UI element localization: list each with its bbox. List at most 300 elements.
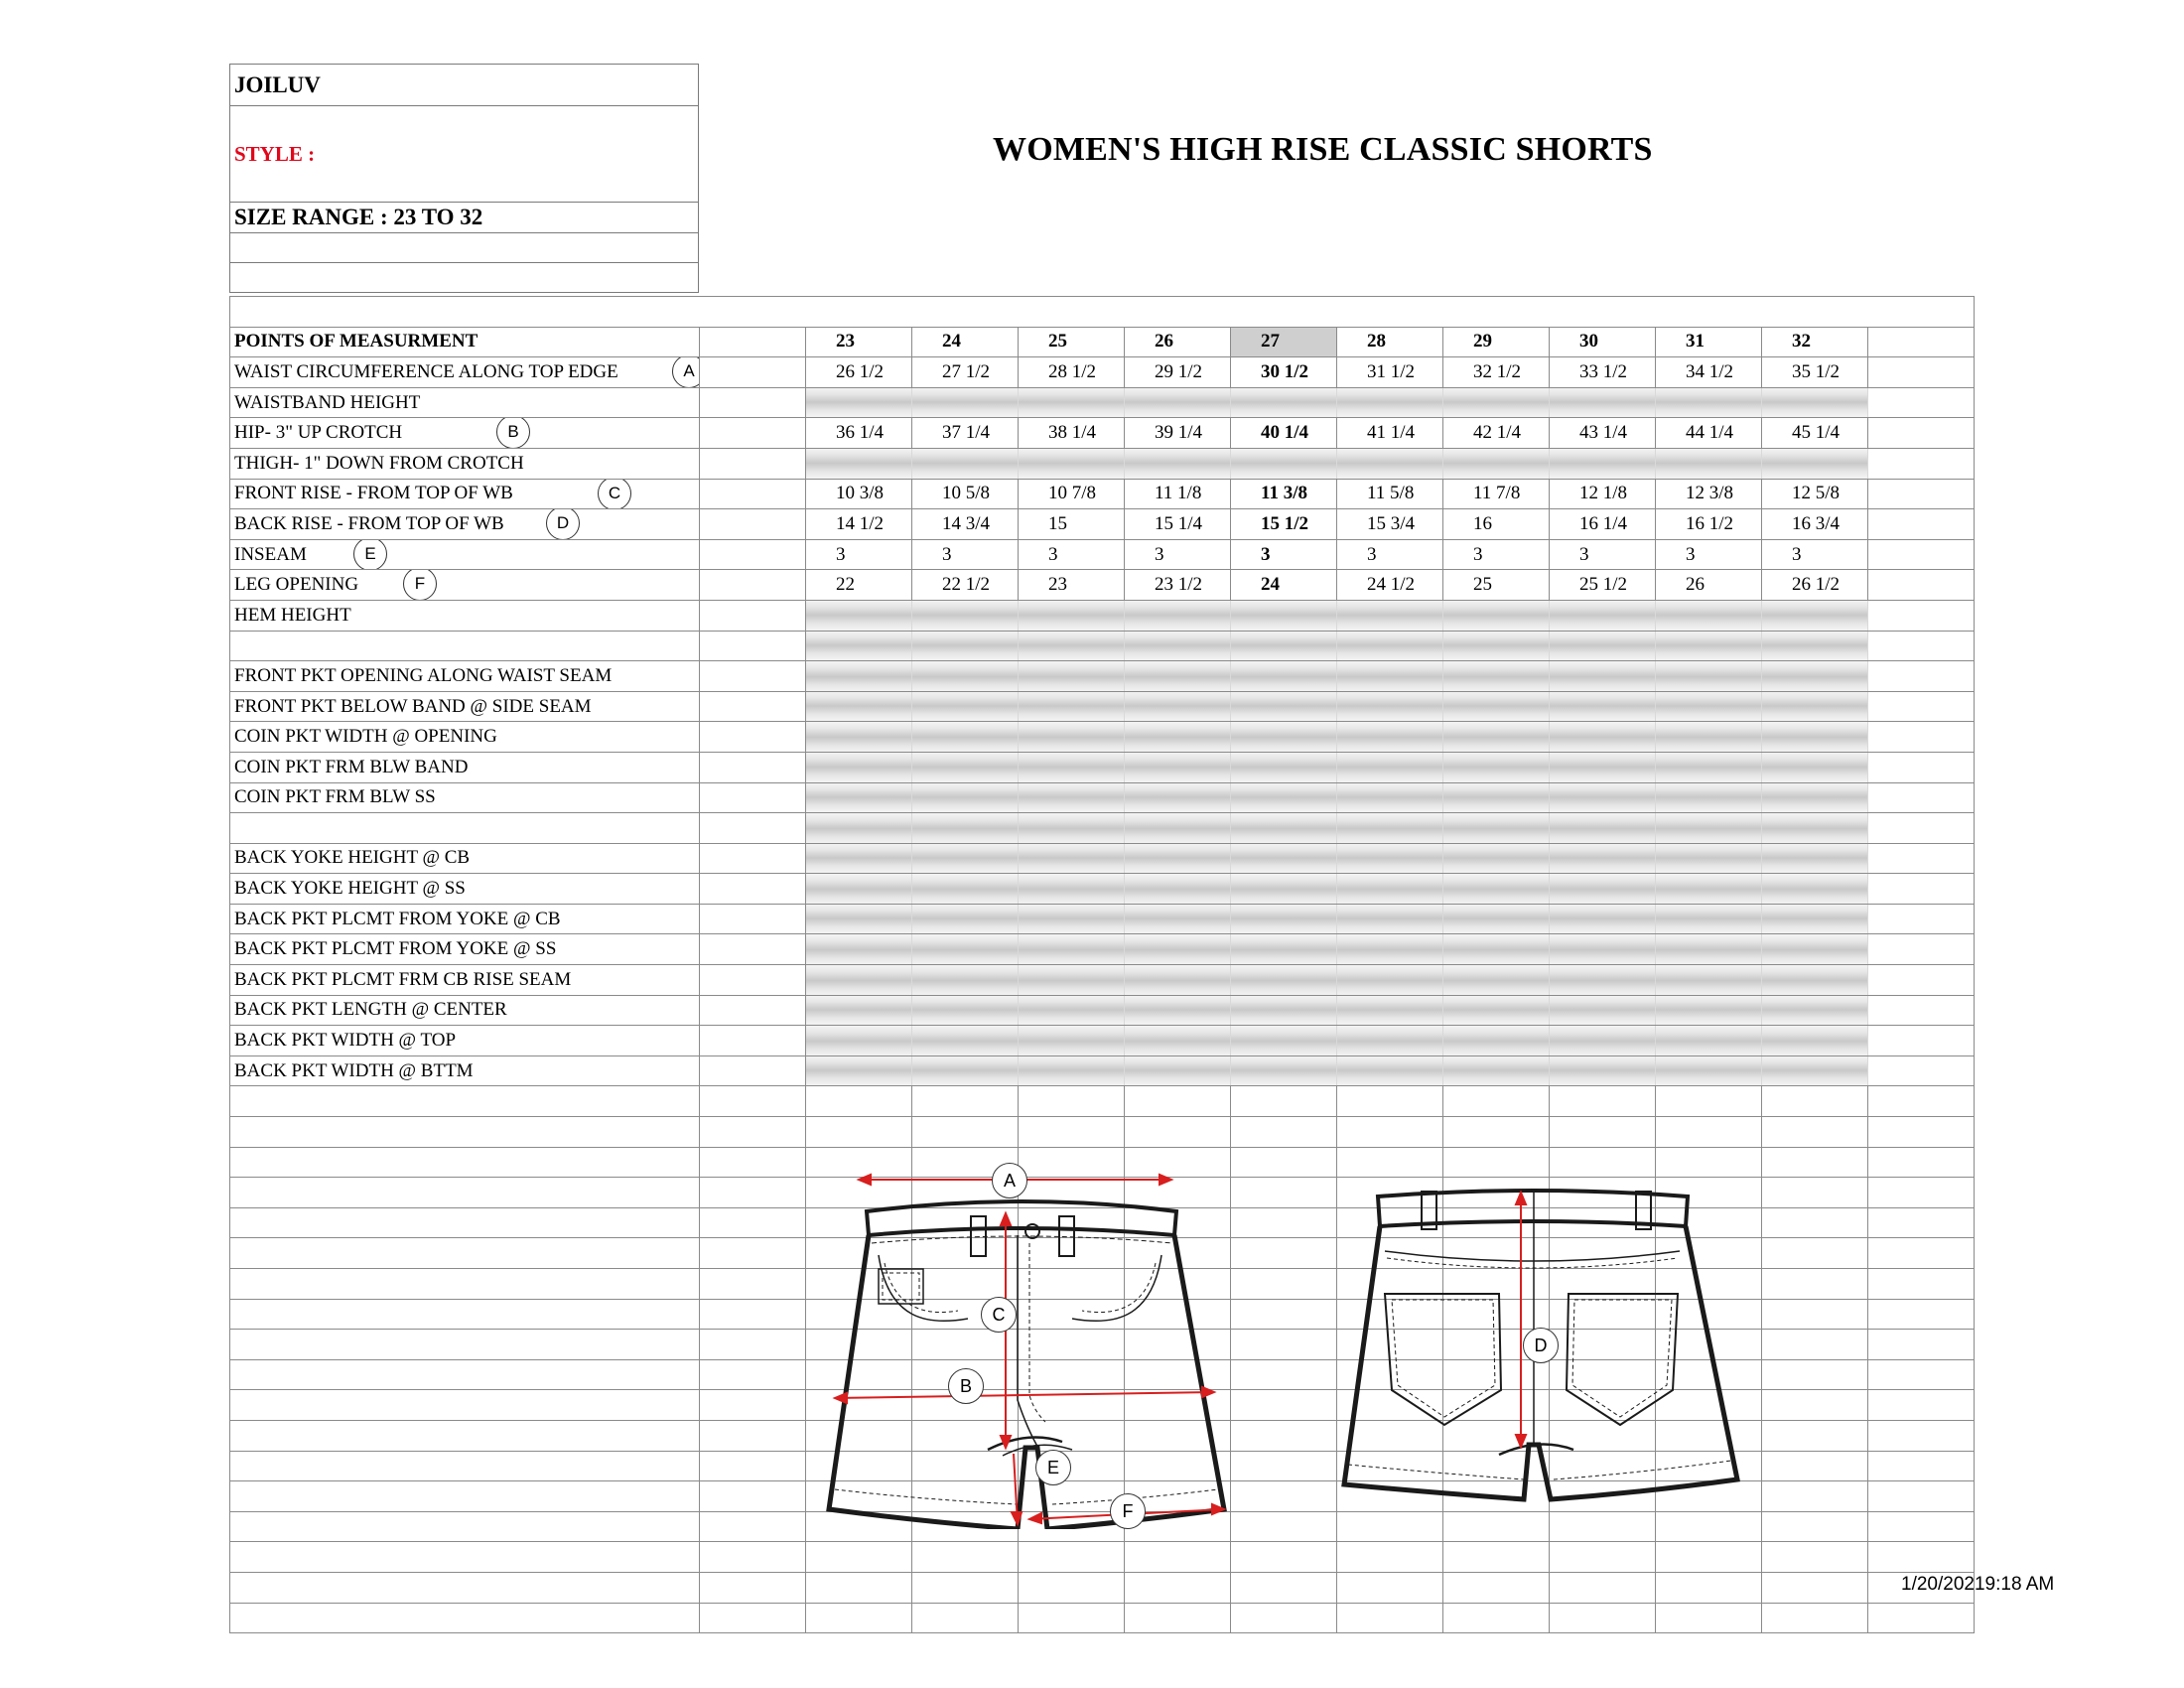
value-cell: 16 <box>1443 509 1550 540</box>
value-cell: 11 5/8 <box>1337 479 1443 509</box>
measurement-label-text: BACK PKT PLCMT FRM CB RISE SEAM <box>234 968 572 990</box>
value-cell <box>806 1055 912 1086</box>
measurement-label-text: BACK PKT WIDTH @ BTTM <box>234 1059 474 1081</box>
size-header-cell: 26 <box>1125 327 1231 357</box>
measurement-label-text: BACK YOKE HEIGHT @ SS <box>234 878 466 900</box>
measurement-label-text: BACK RISE - FROM TOP OF WB <box>234 512 504 534</box>
value-cell <box>1656 1055 1762 1086</box>
value-cell <box>912 387 1019 418</box>
measurement-bubble: C <box>598 479 631 509</box>
value-cell <box>806 387 912 418</box>
measurement-label <box>230 387 700 418</box>
value-cell <box>1762 995 1868 1026</box>
value-cell <box>1125 965 1231 996</box>
value-cell <box>1443 631 1550 661</box>
value-cell: 3 <box>1656 539 1762 570</box>
value-cell: 37 1/4 <box>912 418 1019 449</box>
value-cell <box>1762 904 1868 934</box>
value-cell <box>1443 691 1550 722</box>
value-cell <box>1550 600 1656 631</box>
size-header-cell: 24 <box>912 327 1019 357</box>
value-cell: 38 1/4 <box>1019 418 1125 449</box>
value-cell <box>1656 874 1762 905</box>
value-cell <box>1443 1055 1550 1086</box>
value-cell <box>1656 631 1762 661</box>
value-cell <box>1125 1055 1231 1086</box>
value-cell: 40 1/4 <box>1231 418 1337 449</box>
value-cell <box>1231 600 1337 631</box>
measurement-label <box>230 357 700 388</box>
value-cell <box>1231 934 1337 965</box>
measurement-label <box>230 904 700 934</box>
value-cell <box>1762 813 1868 844</box>
measurement-label-text: BACK PKT PLCMT FROM YOKE @ CB <box>234 908 561 929</box>
value-cell: 27 1/2 <box>912 357 1019 388</box>
value-cell: 23 1/2 <box>1125 570 1231 601</box>
value-cell <box>1656 448 1762 479</box>
value-cell: 3 <box>1231 539 1337 570</box>
value-cell <box>1550 1026 1656 1056</box>
measurement-label-text: FRONT RISE - FROM TOP OF WB <box>234 483 513 504</box>
value-cell <box>1762 1055 1868 1086</box>
measurement-label-text: BACK PKT PLCMT FROM YOKE @ SS <box>234 938 557 960</box>
value-cell <box>1019 631 1125 661</box>
value-cell <box>1231 1026 1337 1056</box>
value-cell <box>1019 387 1125 418</box>
value-cell <box>1125 448 1231 479</box>
value-cell <box>1337 1055 1443 1086</box>
value-cell <box>1019 965 1125 996</box>
value-cell <box>1125 843 1231 874</box>
value-cell: 26 <box>1656 570 1762 601</box>
table-row <box>230 813 1975 844</box>
value-cell <box>1443 874 1550 905</box>
sketch-bubble-c: C <box>981 1297 1017 1333</box>
pom-header: POINTS OF MEASURMENT <box>230 327 700 357</box>
value-cell <box>1125 631 1231 661</box>
value-cell: 3 <box>1019 539 1125 570</box>
value-cell: 3 <box>806 539 912 570</box>
value-cell <box>1337 1026 1443 1056</box>
value-cell <box>1550 387 1656 418</box>
value-cell <box>1019 934 1125 965</box>
value-cell <box>1443 1026 1550 1056</box>
value-cell <box>1550 722 1656 753</box>
print-timestamp: 1/20/20219:18 AM <box>1901 1574 2055 1595</box>
table-row <box>230 509 1975 540</box>
value-cell <box>912 752 1019 782</box>
measurement-label <box>230 509 700 540</box>
measurement-label <box>230 813 700 844</box>
value-cell <box>1337 752 1443 782</box>
value-cell <box>1762 965 1868 996</box>
value-cell: 25 1/2 <box>1550 570 1656 601</box>
value-cell: 24 <box>1231 570 1337 601</box>
measurement-bubble: E <box>353 539 387 570</box>
value-cell: 15 1/4 <box>1125 509 1231 540</box>
value-cell <box>1337 965 1443 996</box>
measurement-label-text: HEM HEIGHT <box>234 604 351 626</box>
value-cell: 16 1/2 <box>1656 509 1762 540</box>
measurement-label <box>230 479 700 509</box>
table-row <box>230 387 1975 418</box>
value-cell: 29 1/2 <box>1125 357 1231 388</box>
measurement-bubble: F <box>403 570 437 601</box>
table-row <box>230 995 1975 1026</box>
value-cell <box>1656 661 1762 692</box>
value-cell <box>1656 904 1762 934</box>
value-cell: 31 1/2 <box>1337 357 1443 388</box>
value-cell <box>1550 631 1656 661</box>
value-cell <box>1231 722 1337 753</box>
value-cell <box>1231 874 1337 905</box>
value-cell: 28 1/2 <box>1019 357 1125 388</box>
value-cell <box>806 600 912 631</box>
value-cell: 15 3/4 <box>1337 509 1443 540</box>
header-block <box>229 64 699 293</box>
value-cell <box>912 1026 1019 1056</box>
header-blank-row <box>230 233 699 263</box>
measurement-bubble: D <box>546 509 580 540</box>
header-blank-row <box>230 263 699 293</box>
empty-row <box>230 1117 1975 1148</box>
value-cell <box>912 843 1019 874</box>
value-cell <box>1231 387 1337 418</box>
value-cell <box>1337 387 1443 418</box>
value-cell: 11 1/8 <box>1125 479 1231 509</box>
measurement-label <box>230 631 700 661</box>
value-cell: 24 1/2 <box>1337 570 1443 601</box>
value-cell: 3 <box>1443 539 1550 570</box>
empty-row <box>230 1572 1975 1603</box>
value-cell <box>1019 752 1125 782</box>
value-cell <box>806 782 912 813</box>
value-cell: 11 7/8 <box>1443 479 1550 509</box>
value-cell <box>1337 691 1443 722</box>
value-cell <box>1337 813 1443 844</box>
measurement-label <box>230 418 700 449</box>
measurement-label <box>230 691 700 722</box>
value-cell <box>806 904 912 934</box>
value-cell <box>1125 600 1231 631</box>
value-cell <box>912 934 1019 965</box>
value-cell <box>1443 752 1550 782</box>
value-cell <box>1337 448 1443 479</box>
value-cell: 23 <box>1019 570 1125 601</box>
measurement-label-text: FRONT PKT OPENING ALONG WAIST SEAM <box>234 664 613 686</box>
value-cell <box>912 995 1019 1026</box>
value-cell <box>1019 722 1125 753</box>
value-cell: 12 3/8 <box>1656 479 1762 509</box>
table-row <box>230 904 1975 934</box>
table-row <box>230 479 1975 509</box>
value-cell: 35 1/2 <box>1762 357 1868 388</box>
value-cell <box>912 1055 1019 1086</box>
value-cell <box>1762 782 1868 813</box>
value-cell <box>1337 782 1443 813</box>
measurement-label-text: BACK YOKE HEIGHT @ CB <box>234 847 471 869</box>
value-cell <box>1762 631 1868 661</box>
sketch-bubble-b: B <box>948 1368 984 1404</box>
measurement-label-text: THIGH- 1" DOWN FROM CROTCH <box>234 452 524 474</box>
sketch-bubble-f: F <box>1110 1493 1146 1529</box>
value-cell <box>1443 934 1550 965</box>
measurement-label-text: COIN PKT FRM BLW SS <box>234 786 436 808</box>
value-cell <box>912 448 1019 479</box>
value-cell <box>1443 843 1550 874</box>
table-row <box>230 661 1975 692</box>
value-cell <box>1337 600 1443 631</box>
value-cell <box>1443 904 1550 934</box>
measurement-bubble: B <box>496 418 530 449</box>
value-cell <box>1019 813 1125 844</box>
value-cell <box>1125 691 1231 722</box>
value-cell <box>1019 843 1125 874</box>
measurement-label-text: WAIST CIRCUMFERENCE ALONG TOP EDGE <box>234 360 618 382</box>
value-cell <box>1231 691 1337 722</box>
value-cell: 11 3/8 <box>1231 479 1337 509</box>
value-cell <box>1762 448 1868 479</box>
value-cell <box>806 1026 912 1056</box>
value-cell <box>1656 965 1762 996</box>
value-cell <box>1550 661 1656 692</box>
value-cell <box>912 661 1019 692</box>
value-cell <box>1231 448 1337 479</box>
value-cell <box>1337 934 1443 965</box>
empty-row <box>230 1542 1975 1573</box>
measurement-label <box>230 874 700 905</box>
measurement-label <box>230 539 700 570</box>
value-cell <box>806 631 912 661</box>
value-cell <box>1125 874 1231 905</box>
size-header-cell: 28 <box>1337 327 1443 357</box>
table-row <box>230 357 1975 388</box>
value-cell <box>1231 843 1337 874</box>
size-header-cell: 25 <box>1019 327 1125 357</box>
value-cell <box>912 965 1019 996</box>
value-cell <box>1550 782 1656 813</box>
sketch-bubble-e: E <box>1035 1450 1071 1485</box>
value-cell <box>1762 874 1868 905</box>
value-cell: 43 1/4 <box>1550 418 1656 449</box>
value-cell <box>806 874 912 905</box>
value-cell <box>1656 691 1762 722</box>
value-cell: 3 <box>1550 539 1656 570</box>
size-header-row <box>230 327 1975 357</box>
value-cell <box>912 691 1019 722</box>
value-cell <box>1231 813 1337 844</box>
value-cell <box>1656 782 1762 813</box>
value-cell <box>1019 1055 1125 1086</box>
value-cell <box>912 722 1019 753</box>
value-cell <box>1337 722 1443 753</box>
value-cell: 26 1/2 <box>1762 570 1868 601</box>
value-cell <box>912 631 1019 661</box>
measurement-label <box>230 1026 700 1056</box>
value-cell <box>1550 934 1656 965</box>
value-cell: 15 1/2 <box>1231 509 1337 540</box>
value-cell <box>1443 965 1550 996</box>
value-cell <box>1125 813 1231 844</box>
measurement-label <box>230 782 700 813</box>
value-cell: 42 1/4 <box>1443 418 1550 449</box>
measurement-label-text: WAISTBAND HEIGHT <box>234 391 421 413</box>
value-cell <box>912 600 1019 631</box>
measurement-label <box>230 1055 700 1086</box>
measurement-bubble: A <box>672 357 700 388</box>
measurement-label-text: HIP- 3" UP CROTCH <box>234 422 403 444</box>
value-cell <box>1550 995 1656 1026</box>
value-cell <box>1019 691 1125 722</box>
value-cell: 39 1/4 <box>1125 418 1231 449</box>
table-row <box>230 691 1975 722</box>
size-header-cell: 32 <box>1762 327 1868 357</box>
value-cell: 12 5/8 <box>1762 479 1868 509</box>
style-label: STYLE : <box>230 106 699 203</box>
value-cell <box>1231 965 1337 996</box>
value-cell <box>1125 752 1231 782</box>
measurement-label <box>230 934 700 965</box>
value-cell <box>912 813 1019 844</box>
value-cell: 3 <box>1762 539 1868 570</box>
value-cell <box>1550 1055 1656 1086</box>
value-cell <box>1762 722 1868 753</box>
value-cell <box>1550 965 1656 996</box>
value-cell: 10 5/8 <box>912 479 1019 509</box>
value-cell <box>806 448 912 479</box>
value-cell <box>806 995 912 1026</box>
table-row <box>230 418 1975 449</box>
value-cell <box>1337 843 1443 874</box>
value-cell <box>1125 782 1231 813</box>
table-row <box>230 448 1975 479</box>
value-cell <box>1656 752 1762 782</box>
value-cell <box>1550 874 1656 905</box>
value-cell <box>806 843 912 874</box>
value-cell: 32 1/2 <box>1443 357 1550 388</box>
size-header-cell: 31 <box>1656 327 1762 357</box>
value-cell: 16 1/4 <box>1550 509 1656 540</box>
value-cell <box>1019 904 1125 934</box>
value-cell <box>1231 904 1337 934</box>
value-cell <box>1656 1026 1762 1056</box>
value-cell <box>806 813 912 844</box>
value-cell: 3 <box>1125 539 1231 570</box>
front-shorts-sketch <box>809 1162 1241 1529</box>
value-cell: 22 <box>806 570 912 601</box>
value-cell <box>1231 995 1337 1026</box>
measurement-label <box>230 965 700 996</box>
value-cell <box>806 965 912 996</box>
value-cell <box>1550 813 1656 844</box>
spacer-row <box>230 297 1975 328</box>
value-cell: 26 1/2 <box>806 357 912 388</box>
measurement-label-text: BACK PKT LENGTH @ CENTER <box>234 999 507 1021</box>
value-cell <box>1231 752 1337 782</box>
table-row <box>230 874 1975 905</box>
brand-name: JOILUV <box>230 65 699 106</box>
value-cell <box>1762 661 1868 692</box>
value-cell <box>1125 995 1231 1026</box>
size-header-cell: 29 <box>1443 327 1550 357</box>
value-cell <box>1443 387 1550 418</box>
value-cell <box>1550 843 1656 874</box>
value-cell <box>806 934 912 965</box>
value-cell <box>1656 387 1762 418</box>
value-cell <box>1337 995 1443 1026</box>
value-cell <box>1443 813 1550 844</box>
size-range: SIZE RANGE : 23 TO 32 <box>230 203 699 233</box>
measurement-label <box>230 600 700 631</box>
value-cell <box>1125 661 1231 692</box>
table-row <box>230 965 1975 996</box>
measurement-label <box>230 448 700 479</box>
table-row <box>230 1026 1975 1056</box>
value-cell <box>1762 387 1868 418</box>
value-cell <box>1443 995 1550 1026</box>
value-cell <box>1019 874 1125 905</box>
value-cell <box>1656 934 1762 965</box>
value-cell <box>1019 995 1125 1026</box>
value-cell <box>1550 752 1656 782</box>
value-cell <box>1762 1026 1868 1056</box>
value-cell <box>1337 874 1443 905</box>
value-cell <box>1337 661 1443 692</box>
value-cell <box>1550 448 1656 479</box>
value-cell <box>1656 722 1762 753</box>
value-cell: 25 <box>1443 570 1550 601</box>
value-cell <box>1443 722 1550 753</box>
value-cell <box>1125 904 1231 934</box>
value-cell: 41 1/4 <box>1337 418 1443 449</box>
value-cell <box>1337 904 1443 934</box>
value-cell <box>1550 904 1656 934</box>
table-row <box>230 631 1975 661</box>
value-cell: 3 <box>1337 539 1443 570</box>
value-cell <box>912 904 1019 934</box>
value-cell: 33 1/2 <box>1550 357 1656 388</box>
value-cell <box>1762 843 1868 874</box>
table-row <box>230 782 1975 813</box>
value-cell <box>1337 631 1443 661</box>
value-cell <box>1019 448 1125 479</box>
value-cell <box>1550 691 1656 722</box>
size-header-cell: 23 <box>806 327 912 357</box>
value-cell: 16 3/4 <box>1762 509 1868 540</box>
value-cell <box>1019 661 1125 692</box>
measurement-label-text: COIN PKT WIDTH @ OPENING <box>234 726 497 748</box>
table-row <box>230 1055 1975 1086</box>
value-cell: 14 1/2 <box>806 509 912 540</box>
value-cell <box>1656 813 1762 844</box>
table-row <box>230 752 1975 782</box>
value-cell: 14 3/4 <box>912 509 1019 540</box>
measurement-label <box>230 570 700 601</box>
page-title: WOMEN'S HIGH RISE CLASSIC SHORTS <box>993 131 1653 168</box>
measurement-label-text: COIN PKT FRM BLW BAND <box>234 756 469 777</box>
value-cell <box>1762 752 1868 782</box>
table-row <box>230 600 1975 631</box>
measurement-label-text: BACK PKT WIDTH @ TOP <box>234 1030 457 1052</box>
measurement-label <box>230 661 700 692</box>
value-cell <box>1443 661 1550 692</box>
sketch-bubble-d: D <box>1523 1328 1559 1363</box>
size-header-cell: 30 <box>1550 327 1656 357</box>
measurement-label <box>230 752 700 782</box>
empty-row <box>230 1603 1975 1633</box>
value-cell <box>1125 387 1231 418</box>
value-cell <box>1443 600 1550 631</box>
